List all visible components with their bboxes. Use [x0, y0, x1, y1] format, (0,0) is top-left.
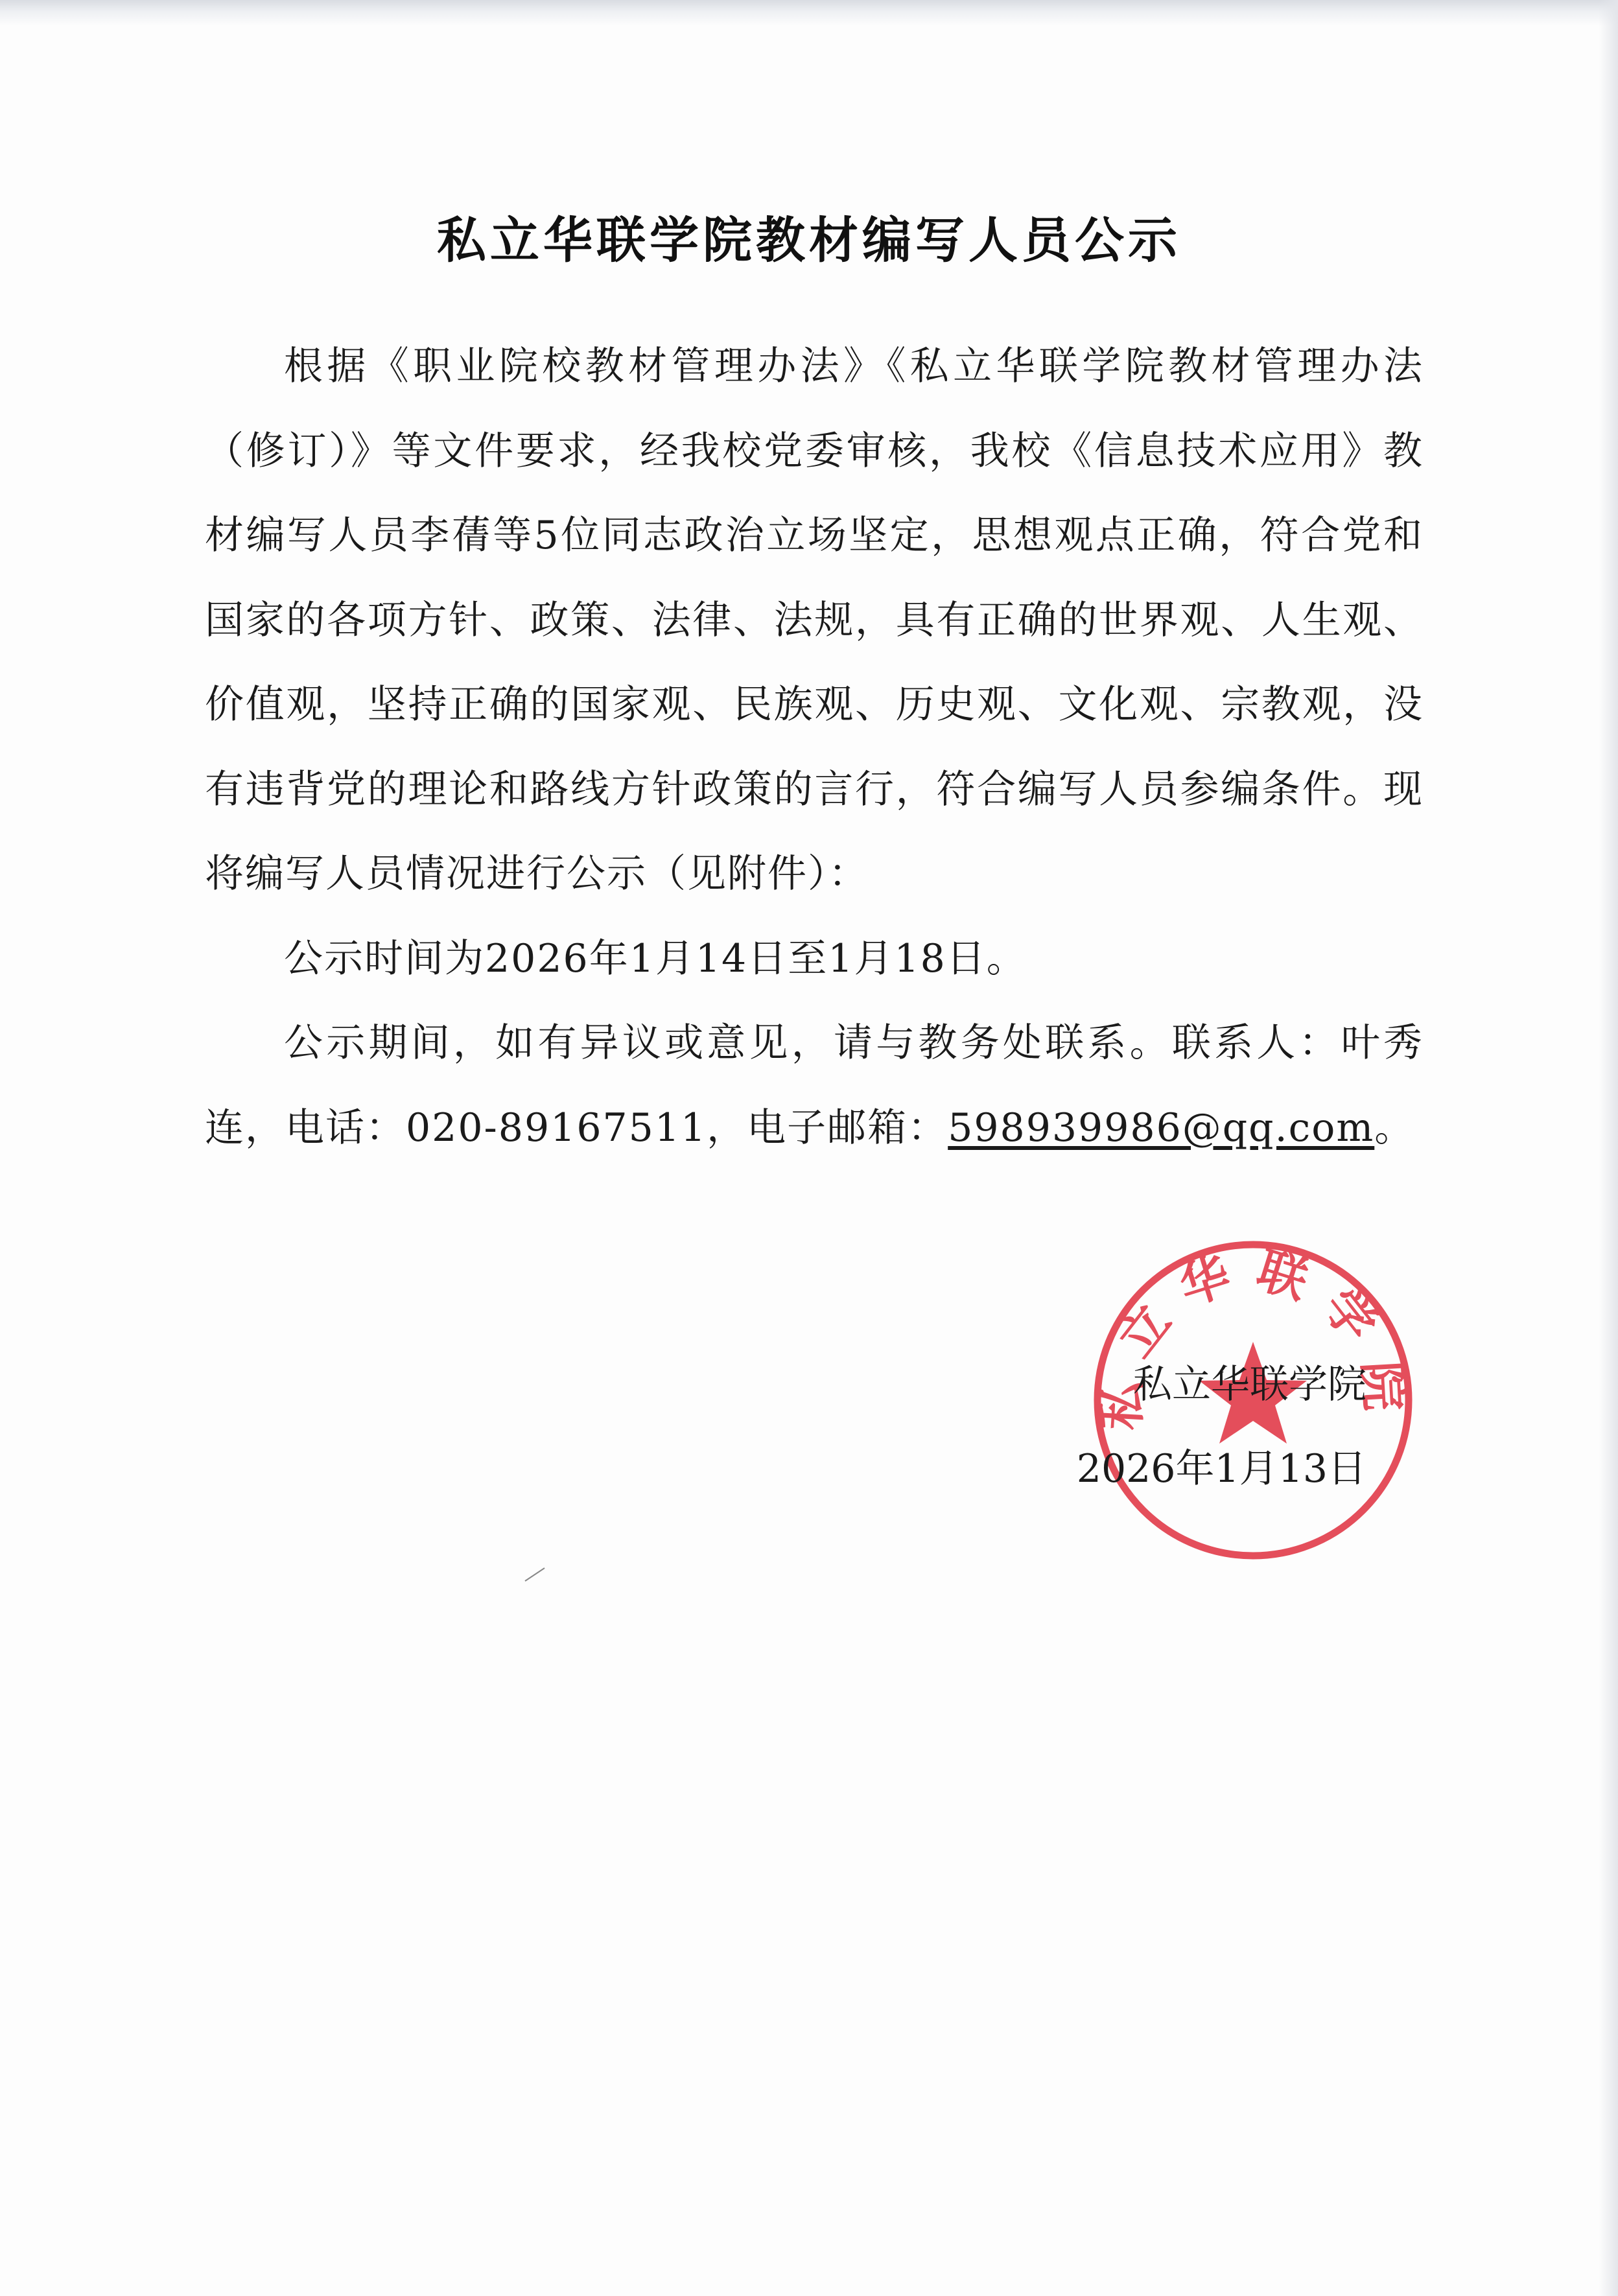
email-link[interactable]: 598939986@qq.com	[948, 1105, 1375, 1151]
paragraph-basis: 根据《职业院校教材管理办法》《私立华联学院教材管理办法（修订）》等文件要求，经我校党委审核，我校《信息技术应用》教材编写人员李蒨等5位同志政治立场坚定，思想观点正确，符合党和国家的各项方针、政策、法律、法规，具有正确的世界观、人生观、价值观，坚持正确的国家观、民族观、历史观、文化观、宗教观，没有违背党的理论和路线方针政策的言行，符合编写人员参编条件。现将编写人员情况进行公示（见附件）：	[205, 344, 1424, 896]
contact-text: 公示期间，如有异议或意见，请与教务处联系。联系人：叶秀连，电话：020-89167511，电子邮箱：	[205, 1020, 1424, 1151]
pen-mark	[522, 1564, 548, 1584]
seal-text: 私立华联学院	[1092, 1240, 1414, 1432]
page-title: 私立华联学院教材编写人员公示	[437, 211, 1181, 269]
contact-end: 。	[1374, 1105, 1415, 1151]
signature-org: 私立华联学院	[1133, 1362, 1366, 1407]
scan-edge-right	[1599, 0, 1618, 2296]
scan-edge-top	[0, 0, 1618, 26]
paragraph-period: 公示时间为2026年1月14日至1月18日。	[284, 935, 1027, 981]
signature-date: 2026年1月13日	[1076, 1446, 1366, 1492]
paragraph-contact	[205, 1001, 1424, 1170]
document-body	[205, 324, 1424, 1170]
